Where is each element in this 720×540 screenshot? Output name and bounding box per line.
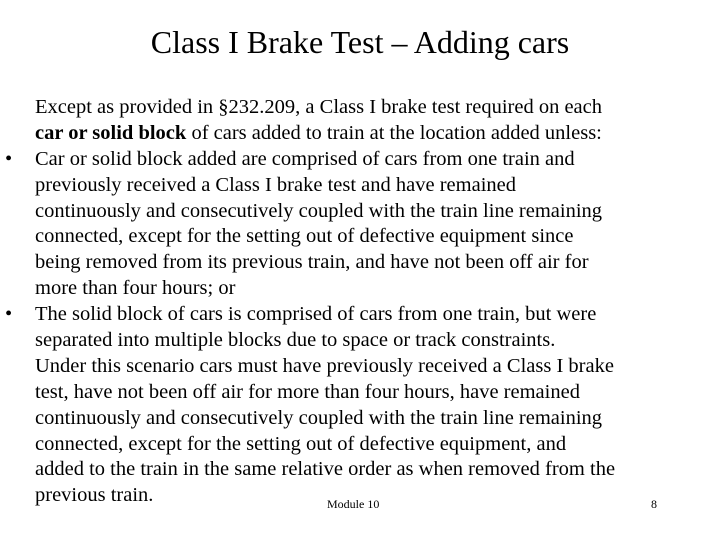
bullet-1-text: Car or solid block added are comprised of cars from one train and [35,147,575,170]
bullet-2-line [0,406,720,432]
bullet-2-line [0,457,720,483]
bullet-2-line [0,380,720,406]
bullet-1-line [0,173,720,199]
bullet-1-line [0,276,720,302]
bullet-1-text: previously received a Class I brake test and have remained [35,173,516,196]
intro-text: Except as provided in §232.209, a Class I brake test required on each [35,96,602,118]
footer-module-label: Module 10 [327,497,380,511]
bullet-2-text: test, have not been off air for more than four hours, have remained [35,380,580,403]
bullet-1-text: being removed from its previous train, and have not been off air for [35,251,589,274]
bullet-1-line [0,199,720,225]
bullet-2-text: continuously and consecutively coupled with the train line remaining [35,406,603,429]
slide-title: Class I Brake Test – Adding cars [150,24,570,60]
bullet-1-line [0,147,720,173]
intro-line [0,95,720,121]
bullet-1-line [0,250,720,276]
bullet-1-text: connected, except for the setting out of defective equipment since [35,225,574,248]
bullet-2-text: added to the train in the same relative order as when removed from the [35,458,616,481]
bullet-icon: • [5,147,13,170]
bullet-2-text: separated into multiple blocks due to space or track constraints. [35,329,556,352]
bullet-2-text: previous train. [35,484,154,507]
bullet-2-text: connected, except for the setting out of defective equipment, and [35,432,567,455]
bullet-2-text: Under this scenario cars must have previously received a Class I brake [35,354,614,377]
bullet-2-line [0,302,720,328]
bullet-2-text: The solid block of cars is comprised of cars from one train, but were [35,303,597,326]
bullet-1-text: more than four hours; or [35,277,236,300]
bullet-2-line [0,328,720,354]
slide-body [0,95,720,509]
bullet-icon: • [5,303,13,326]
intro-line [0,121,720,147]
bullet-1-text: continuously and consecutively coupled with the train line remaining [35,199,603,222]
bullet-2-line [0,354,720,380]
intro-bold-text: car or solid block [35,121,187,144]
bullet-2-line [0,432,720,458]
page-number: 8 [651,497,657,511]
intro-text: of cars added to train at the location added unless: [186,121,602,144]
bullet-1-line [0,224,720,250]
